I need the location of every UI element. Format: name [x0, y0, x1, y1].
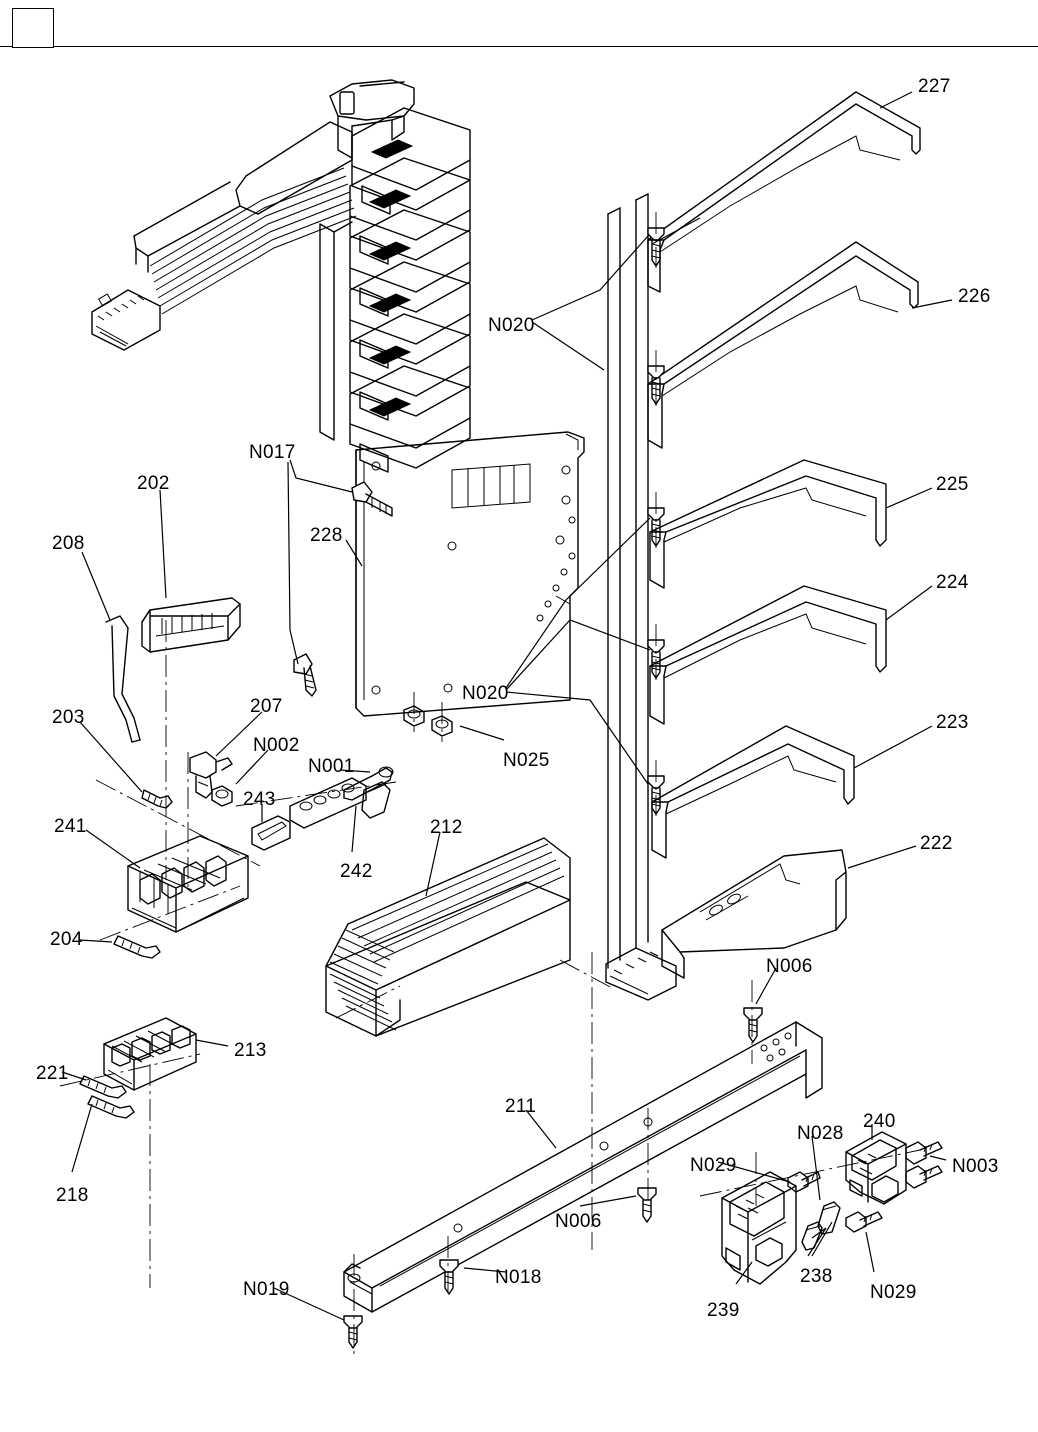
callout-202[interactable]: 202 [137, 473, 170, 494]
callout-218[interactable]: 218 [56, 1185, 89, 1206]
bracket-223 [652, 726, 854, 858]
side-panel-228 [356, 432, 584, 716]
bracket-224 [650, 586, 886, 724]
callout-203[interactable]: 203 [52, 707, 85, 728]
callout-213[interactable]: 213 [234, 1040, 267, 1061]
pin-n028-2 [802, 1222, 822, 1250]
callout-n018[interactable]: N018 [495, 1267, 542, 1288]
callout-n006-top[interactable]: N006 [766, 956, 813, 977]
part-240 [846, 1132, 906, 1204]
bracket-227 [648, 92, 920, 292]
screw-n029-1 [788, 1172, 820, 1192]
callout-243[interactable]: 243 [243, 789, 276, 810]
callout-208[interactable]: 208 [52, 533, 85, 554]
part-202 [142, 598, 240, 652]
callout-n029-right[interactable]: N029 [870, 1282, 917, 1303]
callout-238[interactable]: 238 [800, 1266, 833, 1287]
callout-204[interactable]: 204 [50, 929, 83, 950]
part-239 [722, 1172, 796, 1284]
callout-n002[interactable]: N002 [253, 735, 300, 756]
callout-242[interactable]: 242 [340, 861, 373, 882]
callout-239[interactable]: 239 [707, 1300, 740, 1321]
bracket-222 [662, 850, 846, 978]
part-218 [88, 1096, 134, 1118]
harness-assembly [92, 80, 470, 472]
screw-n018 [440, 1260, 458, 1294]
callout-225[interactable]: 225 [936, 474, 969, 495]
screw-n003-1 [906, 1142, 942, 1164]
callout-240[interactable]: 240 [863, 1111, 896, 1132]
bracket-226 [648, 242, 918, 448]
part-221 [80, 1076, 126, 1098]
screw-n003-2 [906, 1166, 942, 1188]
callout-224[interactable]: 224 [936, 572, 969, 593]
callout-n025[interactable]: N025 [503, 750, 550, 771]
callout-n019[interactable]: N019 [243, 1279, 290, 1300]
screw-n019 [344, 1316, 362, 1348]
bracket-225 [650, 460, 886, 588]
part-204 [114, 936, 160, 958]
part-211 [344, 1022, 822, 1312]
callout-n001[interactable]: N001 [308, 756, 355, 777]
callout-228[interactable]: 228 [310, 525, 343, 546]
callout-n020-upper[interactable]: N020 [488, 315, 535, 336]
callout-n006-bottom[interactable]: N006 [555, 1211, 602, 1232]
rail-connector-strip [606, 948, 676, 1000]
callout-227[interactable]: 227 [918, 76, 951, 97]
screw-n006-top [744, 1008, 762, 1042]
callout-n003[interactable]: N003 [952, 1156, 999, 1177]
callout-221[interactable]: 221 [36, 1063, 69, 1084]
screw-n017-top [352, 482, 392, 516]
screw-n029-2 [846, 1212, 882, 1232]
callout-212[interactable]: 212 [430, 817, 463, 838]
callout-n020-lower[interactable]: N020 [462, 683, 509, 704]
callout-226[interactable]: 226 [958, 286, 991, 307]
screw-n006-bottom [638, 1188, 656, 1222]
part-243 [252, 816, 290, 850]
callout-223[interactable]: 223 [936, 712, 969, 733]
nut-n002 [212, 786, 232, 806]
part-203 [142, 790, 172, 808]
part-208 [106, 616, 140, 742]
callout-n028[interactable]: N028 [797, 1123, 844, 1144]
callout-211[interactable]: 211 [505, 1096, 537, 1117]
callout-207[interactable]: 207 [250, 696, 283, 717]
callout-n017[interactable]: N017 [249, 442, 296, 463]
callout-222[interactable]: 222 [920, 833, 953, 854]
callout-241[interactable]: 241 [54, 816, 87, 837]
centerlines [60, 212, 920, 1356]
callout-n029-left[interactable]: N029 [690, 1155, 737, 1176]
